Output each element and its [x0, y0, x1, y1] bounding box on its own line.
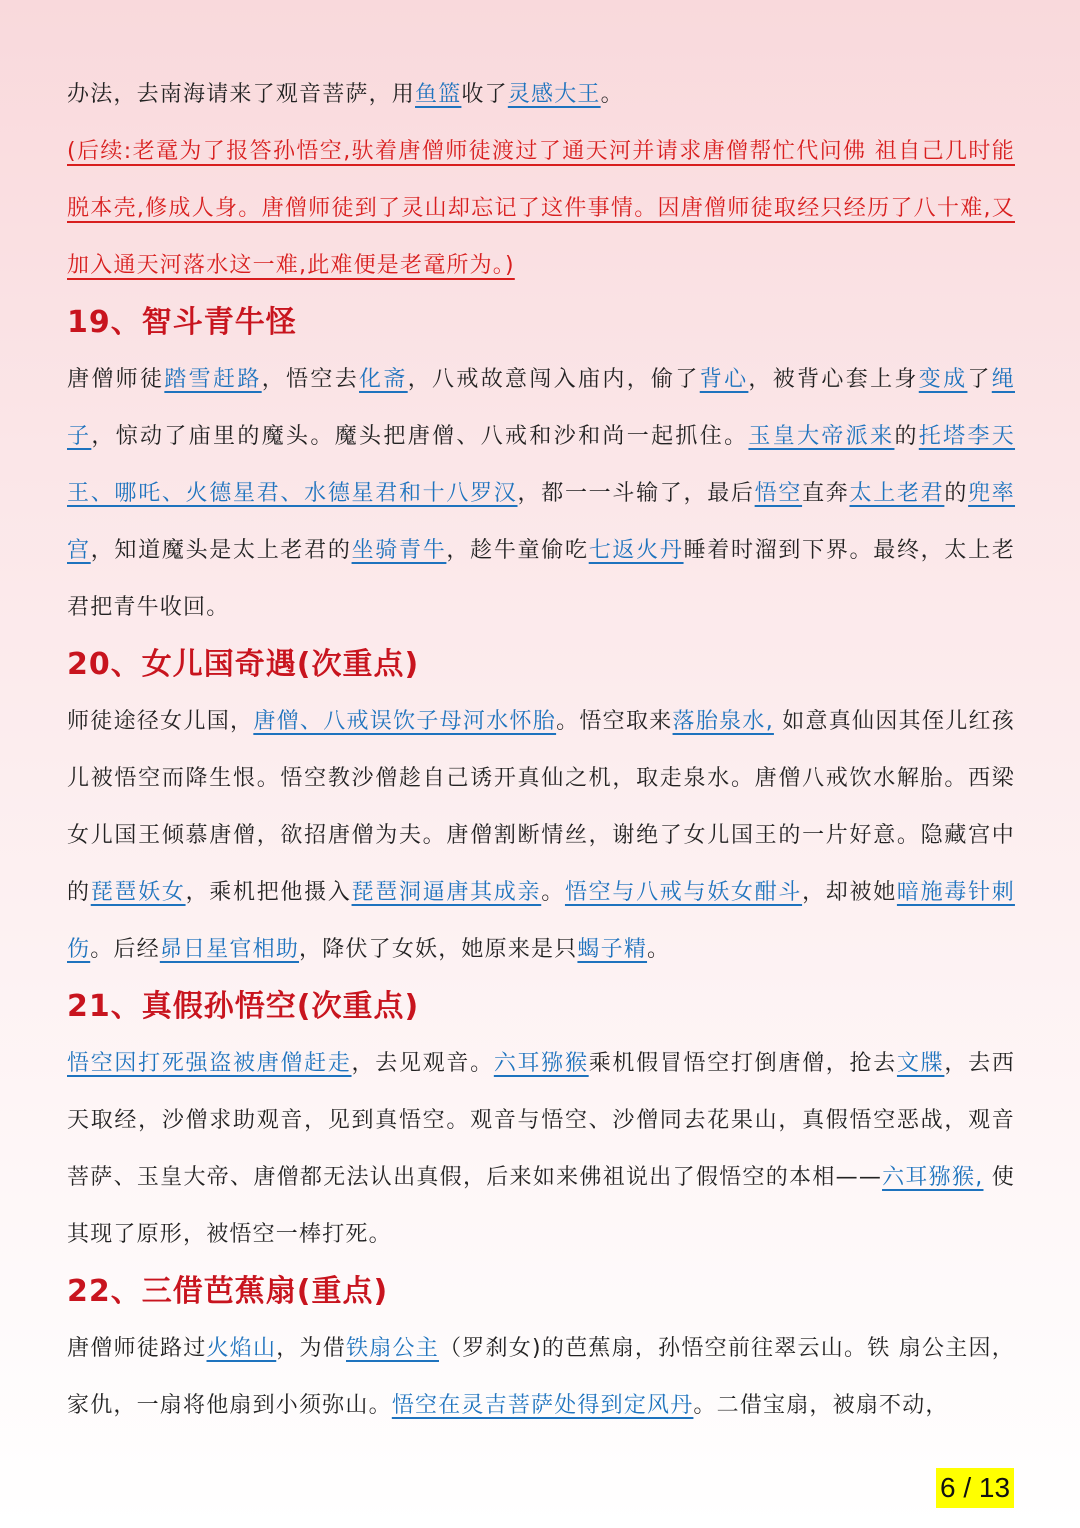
keyword: 变成 [918, 367, 968, 392]
keyword: 绳子 [67, 367, 1015, 449]
keyword: 化斋 [359, 367, 408, 392]
text: ，降伏了女妖，她原来是只 [299, 937, 578, 962]
section-20-paragraph [67, 693, 1015, 978]
text: 直奔 [802, 481, 850, 506]
keyword: 六耳猕猴, [882, 1165, 984, 1190]
text: ，悟空去 [261, 367, 360, 392]
text: 了 [967, 367, 992, 392]
page-indicator: 6 / 13 [936, 1468, 1014, 1508]
text: 。 [647, 937, 671, 962]
keyword: 踏雪赶路 [164, 367, 262, 392]
text: 。后经 [90, 937, 160, 962]
section-20-title: 20、女儿国奇遇(次重点) [67, 647, 420, 682]
document-body [67, 66, 1015, 1434]
text: 办法，去南海请来了观音菩萨，用 [67, 82, 416, 107]
keyword: 六耳猕猴 [493, 1051, 589, 1076]
sequel-note [67, 123, 1015, 294]
keyword: 昴日星官相助 [159, 937, 300, 962]
text: ，被背心套上身 [748, 367, 919, 392]
text: 。 [600, 82, 624, 107]
intro-paragraph [67, 66, 1015, 123]
section-22-title: 22、三借芭蕉扇(重点) [67, 1274, 389, 1309]
text: 师徒途径女儿国， [67, 709, 254, 734]
text: 的 [894, 424, 919, 449]
text: ，趁牛童偷吃 [446, 538, 589, 563]
section-21-paragraph [67, 1035, 1015, 1263]
text: 唐僧师徒路过 [67, 1336, 207, 1361]
text: 如意真仙因其侄儿红孩儿被悟空而降生恨。悟空教沙僧趁自己诱开真仙之机，取走泉水。唐僧八戒饮水解胎。西梁女儿国王倾慕唐僧，欲招唐僧为夫。唐僧割断情丝，谢绝了女儿国王的一片好意。隐藏宫中的 [67, 709, 1015, 905]
keyword: 落胎泉水, [672, 709, 774, 734]
text: 的 [944, 481, 969, 506]
keyword: 兜率宫 [67, 481, 1016, 563]
keyword: 蝎子精 [577, 937, 648, 962]
text: 。悟空取来 [556, 709, 673, 734]
text: ，惊动了庙里的魔头。魔头把唐僧、八戒和沙和尚一起抓住。 [91, 424, 749, 449]
text: ，去见观音。 [351, 1051, 494, 1076]
text: ，知道魔头是太上老君的 [90, 538, 352, 563]
keyword: 悟空因打死强盗被唐僧赶走 [67, 1051, 352, 1076]
text: ，都一一斗输了，最后 [517, 481, 755, 506]
keyword: 火焰山 [206, 1336, 277, 1361]
text: 收了 [461, 82, 508, 107]
text: 睡着时溜到下界。最终，太上老君把青牛收回。 [67, 538, 1016, 620]
keyword: 琵琶妖女 [90, 880, 186, 905]
text: 。二借宝扇，被扇不动， [693, 1393, 949, 1418]
section-22-paragraph [67, 1320, 1015, 1434]
keyword: 暗施毒针刺伤 [67, 880, 1015, 962]
keyword: 琵琶洞逼唐其成亲 [351, 880, 542, 905]
section-21-title: 21、真假孙悟空(次重点) [67, 989, 420, 1024]
text: ，为借 [276, 1336, 346, 1361]
text: ，乘机把他摄入 [185, 880, 352, 905]
text: 。 [541, 880, 565, 905]
keyword: 坐骑青牛 [351, 538, 447, 563]
text: （罗刹女)的芭蕉扇，孙悟空前往翠云山。铁 扇公主因，家仇，一扇将他扇到小须弥山。 [67, 1336, 1015, 1418]
section-19-title: 19、智斗青牛怪 [67, 305, 297, 340]
keyword: 悟空在灵吉菩萨处得到定风丹 [391, 1393, 694, 1418]
text: 乘机假冒悟空打倒唐僧，抢去 [588, 1051, 897, 1076]
keyword: 玉皇大帝派来 [748, 424, 895, 449]
text: ，八戒故意闯入庙内，偷了 [407, 367, 700, 392]
text: ，却被她 [802, 880, 897, 905]
keyword: 唐僧、八戒误饮子母河水怀胎 [253, 709, 557, 734]
text: 唐僧师徒 [67, 367, 165, 392]
keyword: 文牒 [896, 1051, 945, 1076]
keyword: 悟空与八戒与妖女酣斗 [564, 880, 803, 905]
keyword: 铁扇公主 [346, 1336, 439, 1361]
keyword: 背心 [699, 367, 749, 392]
keyword: 七返火丹 [588, 538, 684, 563]
keyword: 太上老君 [849, 481, 945, 506]
keyword: 托塔李天王、哪吒、火德星君、水德星君和十八罗汉 [67, 424, 1016, 506]
keyword: 灵感大王 [507, 82, 601, 107]
sequel-note-text: (后续:老鼋为了报答孙悟空,驮着唐僧师徒渡过了通天河并请求唐僧帮忙代问佛 祖自己几时能脱本壳,修成人身。唐僧师徒到了灵山却忘记了这件事情。因唐僧师徒取经只经历了八十难,又加入通天河落水这一难,此难便是老鼋所为。) [67, 139, 1015, 278]
keyword: 悟空 [754, 481, 803, 506]
text: 使其现了原形，被悟空一棒打死。 [67, 1165, 1015, 1247]
keyword: 鱼篮 [415, 82, 462, 107]
text: ，去西天取经，沙僧求助观音，见到真悟空。观音与悟空、沙僧同去花果山，真假悟空恶战，观音菩萨、玉皇大帝、唐僧都无法认出真假，后来如来佛祖说出了假悟空的本相—— [67, 1051, 1016, 1190]
section-19-paragraph [67, 351, 1015, 636]
